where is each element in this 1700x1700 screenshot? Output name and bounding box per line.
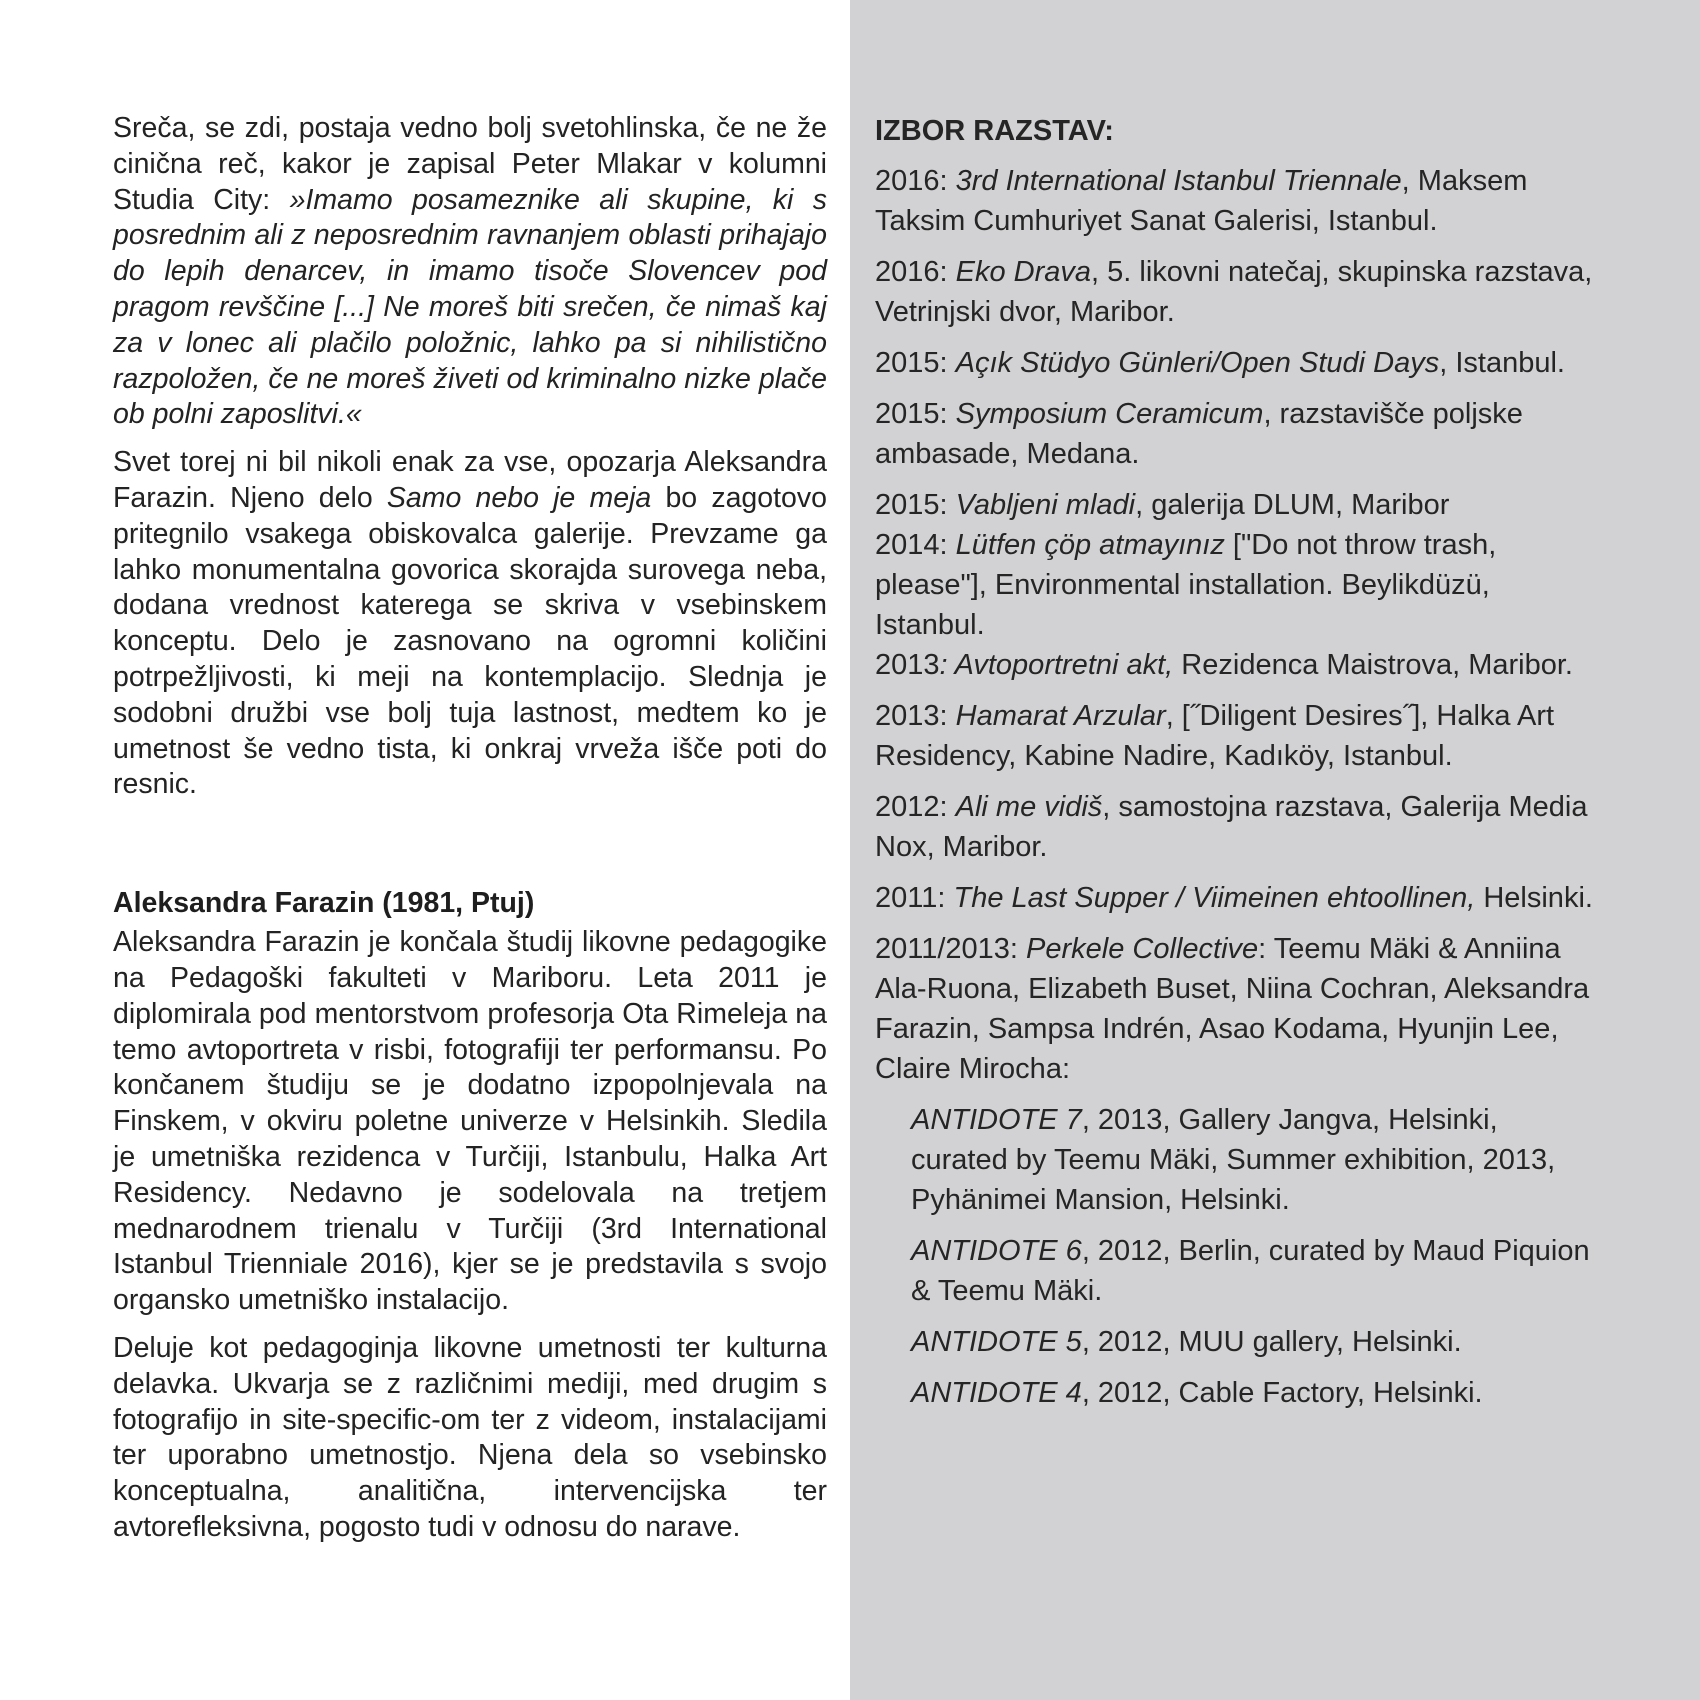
entry-title: The Last Supper / Viimeinen ehtoollinen, [953, 882, 1476, 914]
entry-title: Symposium Ceramicum [955, 398, 1264, 430]
bio-paragraph-2: Deluje kot pedagoginja likovne umetnosti ter kulturna delavka. Ukvarja se z različnimi mediji, med drugim s fotografijo in site-specific-om ter z videom, instalacijami ter uporabno umetnostjo. Njena dela so vsebinsko konceptualna, analitična, intervencijska ter avtorefleksivna, pogosto tudi v odnosu do narave. [113, 1331, 827, 1543]
entry-year: 2013 [875, 649, 940, 681]
exhibition-entry [875, 252, 1595, 332]
entry-details: : Teemu Mäki & Anniina Ala-Ruona, Elizabeth Buset, Niina Cochran, Aleksandra Farazin, Sampsa Indrén, Asao Kodama, Hyunjin Lee, Claire Mirocha: [875, 933, 1590, 1085]
entry-details: , Maksem Taksim Cumhuriyet Sanat Galerisi, Istanbul. [875, 165, 1528, 237]
entry-year: 2015: [875, 489, 956, 521]
intro-paragraph [113, 111, 827, 433]
exhibition-entry [875, 394, 1595, 474]
exhibition-entry [875, 645, 1595, 685]
entry-year: 2012: [875, 791, 956, 823]
antidote-details: , 2012, Cable Factory, Helsinki. [1081, 1377, 1483, 1409]
entry-year: 2011: [875, 882, 954, 914]
entry-title: : Avtoportretni akt, [939, 649, 1174, 681]
entry-year: 2013: [875, 700, 956, 732]
antidote-title: ANTIDOTE 4 [911, 1377, 1082, 1409]
entry-title: 3rd International Istanbul Triennale [955, 165, 1402, 197]
antidote-entry [911, 1322, 1595, 1362]
entry-year: 2014: [875, 529, 956, 561]
exhibition-entry [875, 525, 1595, 645]
entry-title: Perkele Collective [1026, 933, 1259, 965]
exhibitions-heading: IZBOR RAZSTAV: [875, 115, 1114, 147]
entry-year: 2011/2013: [875, 933, 1027, 965]
exhibition-entry [875, 878, 1595, 918]
entry-details: , razstavišče poljske ambasade, Medana. [875, 398, 1523, 470]
entry-details: Rezidenca Maistrova, Maribor. [1173, 649, 1573, 681]
entry-details: , 5. likovni natečaj, skupinska razstava, Vetrinjski dvor, Maribor. [875, 256, 1593, 328]
entry-details: , [˝Diligent Desires˝], Halka Art Residency, Kabine Nadire, Kadıköy, Istanbul. [875, 700, 1555, 772]
intro-quote: »Imamo posameznike ali skupine, ki s posrednim ali z neposrednim ravnanjem oblasti prihajajo do lepih denarcev, in imamo tisoče Slovencev pod pragom revščine [...] Ne moreš biti srečen, če nimaš kaj za v lonec ali plačilo položnic, lahko pa si nihilistično razpoložen, če ne moreš živeti od kriminalno nizke plače ob polni zaposlitvi.« [113, 183, 827, 431]
artist-bio-heading: Aleksandra Farazin (1981, Ptuj) [113, 887, 535, 920]
antidote-details: , 2012, Berlin, curated by Maud Piquion & Teemu Mäki. [911, 1235, 1590, 1307]
entry-details: , galerija DLUM, Maribor [1135, 489, 1450, 521]
bio-paragraph-1: Aleksandra Farazin je končala študij likovne pedagogike na Pedagoški fakulteti v Mariboru. Leta 2011 je diplomirala pod mentorstvom profesorja Ota Rimeleja na temo avtoportreta v risbi, fotografiji ter performansu. Po končanem študiju se je dodatno izpopolnjevala na Finskem, v okviru poletne univerze v Helsinkih. Sledila je umetniška rezidenca v Turčiji, Istanbulu, Halka Art Residency. Nedavno je sodelovala na tretjem mednarodnem trienalu v Turčiji (3rd International Istanbul Trienniale 2016), kjer se je predstavila s svojo organsko umetniško instalacijo. [113, 926, 827, 1317]
entry-year: 2016: [875, 165, 956, 197]
entry-details: , Istanbul. [1439, 347, 1565, 379]
artwork-paragraph [113, 445, 827, 803]
antidote-details: , 2012, MUU gallery, Helsinki. [1081, 1326, 1462, 1358]
entry-title: Açık Stüdyo Günleri/Open Studi Days [955, 347, 1440, 379]
antidote-title: ANTIDOTE 6 [911, 1235, 1082, 1267]
exhibition-entry [875, 343, 1595, 383]
entry-title: Ali me vidiš [955, 791, 1103, 823]
entry-year: 2016: [875, 256, 956, 288]
exhibition-entry [875, 485, 1595, 525]
entry-title: Lütfen çöp atmayınız [955, 529, 1225, 561]
entry-year: 2015: [875, 347, 956, 379]
entry-title: Vabljeni mladi [955, 489, 1136, 521]
antidote-entry [911, 1373, 1595, 1413]
artwork-title: Samo nebo je meja [386, 481, 652, 514]
exhibitions-list [875, 111, 1595, 1424]
entry-details: ["Do not throw trash, please"], Environmental installation. Beylikdüzü, Istanbul. [875, 529, 1497, 641]
exhibition-entry [875, 929, 1595, 1089]
entry-title: Eko Drava [955, 256, 1092, 288]
antidote-entry [911, 1231, 1595, 1311]
left-column [113, 111, 827, 1558]
antidote-title: ANTIDOTE 7 [911, 1104, 1082, 1136]
entry-year: 2015: [875, 398, 956, 430]
antidote-details: , 2013, Gallery Jangva, Helsinki, curated by Teemu Mäki, Summer exhibition, 2013, Pyhänimei Mansion, Helsinki. [911, 1104, 1556, 1216]
exhibition-entry [875, 696, 1595, 776]
intro-text: Sreča, se zdi, postaja vedno bolj svetohlinska, če ne že cinična reč, kakor je zapisal Peter Mlakar v kolumni Studia City: [113, 112, 827, 216]
entry-details: Helsinki. [1475, 882, 1593, 914]
antidote-entry [911, 1100, 1595, 1220]
entry-details: , samostojna razstava, Galerija Media Nox, Maribor. [875, 791, 1588, 863]
exhibition-entry [875, 161, 1595, 241]
artwork-text-after: bo zagotovo pritegnilo vsakega obiskovalca galerije. Prevzame ga lahko monumentalna govorica skorajda surovega neba, dodana vrednost katerega se skriva v vsebinskem konceptu. Delo je zasnovano na ogromni količini potrpežljivosti, ki meji na kontemplacijo. Slednja je sodobni družbi vse bolj tuja lastnost, medtem ko je umetnost še vedno tista, ki onkraj vrveža išče poti do resnic. [113, 481, 827, 801]
artwork-text-before: Svet torej ni bil nikoli enak za vse, opozarja Aleksandra Farazin. Njeno delo [113, 446, 827, 514]
antidote-title: ANTIDOTE 5 [911, 1326, 1082, 1358]
exhibition-entry [875, 787, 1595, 867]
entry-title: Hamarat Arzular [955, 700, 1166, 732]
